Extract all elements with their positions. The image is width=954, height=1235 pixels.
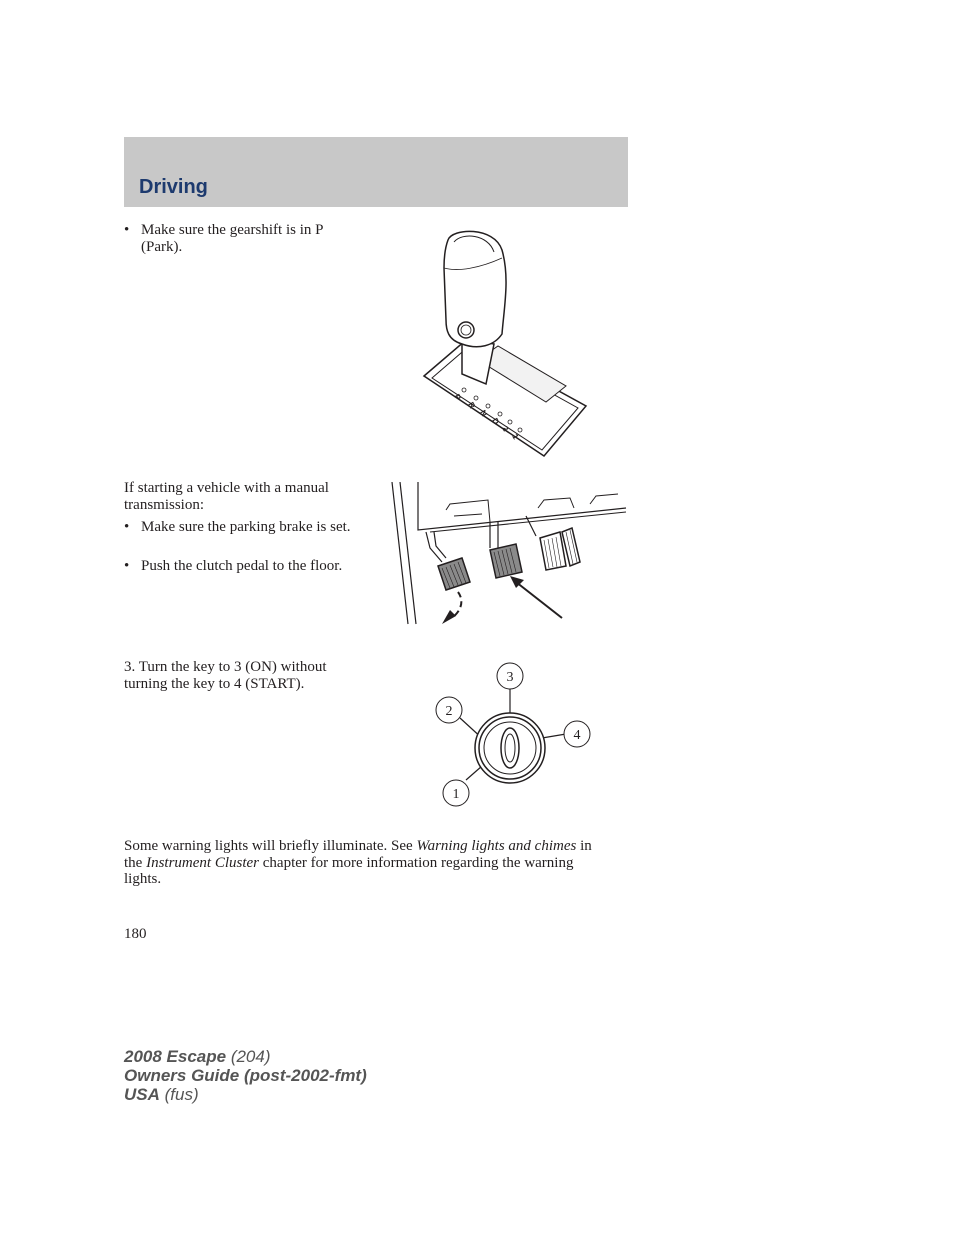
- pedals-illustration: [390, 482, 628, 628]
- ignition-label-3: 3: [506, 670, 514, 685]
- bullet-dot: •: [124, 519, 130, 535]
- warning-ref-2: Instrument Cluster: [146, 854, 259, 871]
- ignition-label-1: 1: [452, 787, 460, 802]
- warning-ref-1: Warning lights and chimes: [416, 838, 577, 854]
- footer-model-code: (204): [226, 1047, 271, 1066]
- warning-text-3: chapter for more information regarding the warning lights.: [124, 854, 574, 887]
- footer-line-3: [124, 1085, 367, 1104]
- gate-label-d: D: [490, 416, 501, 427]
- gate-label-r: R: [466, 400, 477, 411]
- footer-market: USA: [124, 1085, 160, 1104]
- footer-line-2: Owners Guide (post-2002-fmt): [124, 1066, 367, 1085]
- parking-brake-bullet: [124, 519, 364, 536]
- park-bullet: [124, 222, 364, 255]
- gearshift-illustration: [418, 228, 594, 460]
- warning-text-2: in the: [124, 838, 592, 871]
- footer-model: 2008 Escape: [124, 1047, 227, 1066]
- gate-label-p: P: [452, 392, 463, 402]
- footer-market-code: (fus): [159, 1085, 199, 1104]
- warning-text-1: Some warning lights will briefly illuminate. See: [124, 838, 417, 854]
- warning-paragraph: [124, 838, 604, 888]
- gate-label-2: 2: [500, 424, 511, 433]
- page-number: 180: [124, 926, 147, 942]
- manual-intro: If starting a vehicle with a manual transmission:: [124, 480, 329, 513]
- ignition-label-2: 2: [445, 704, 453, 719]
- ignition-label-4: 4: [573, 728, 581, 743]
- gate-label-n: N: [478, 408, 489, 419]
- parking-brake-text: Make sure the parking brake is set.: [141, 519, 351, 535]
- bullet-dot: •: [124, 558, 130, 574]
- footer-line-1: [124, 1047, 367, 1066]
- gate-label-1: 1: [510, 432, 521, 441]
- ignition-illustration: [432, 660, 596, 810]
- bullet-dot: •: [124, 222, 130, 238]
- park-bullet-text: Make sure the gearshift is in P (Park).: [141, 222, 323, 255]
- clutch-bullet: [124, 558, 364, 575]
- step3-text: 3. Turn the key to 3 (ON) without turning the key to 4 (START).: [124, 659, 327, 692]
- section-title: Driving: [139, 176, 208, 198]
- clutch-text: Push the clutch pedal to the floor.: [141, 558, 343, 574]
- document-footer: [124, 1047, 367, 1104]
